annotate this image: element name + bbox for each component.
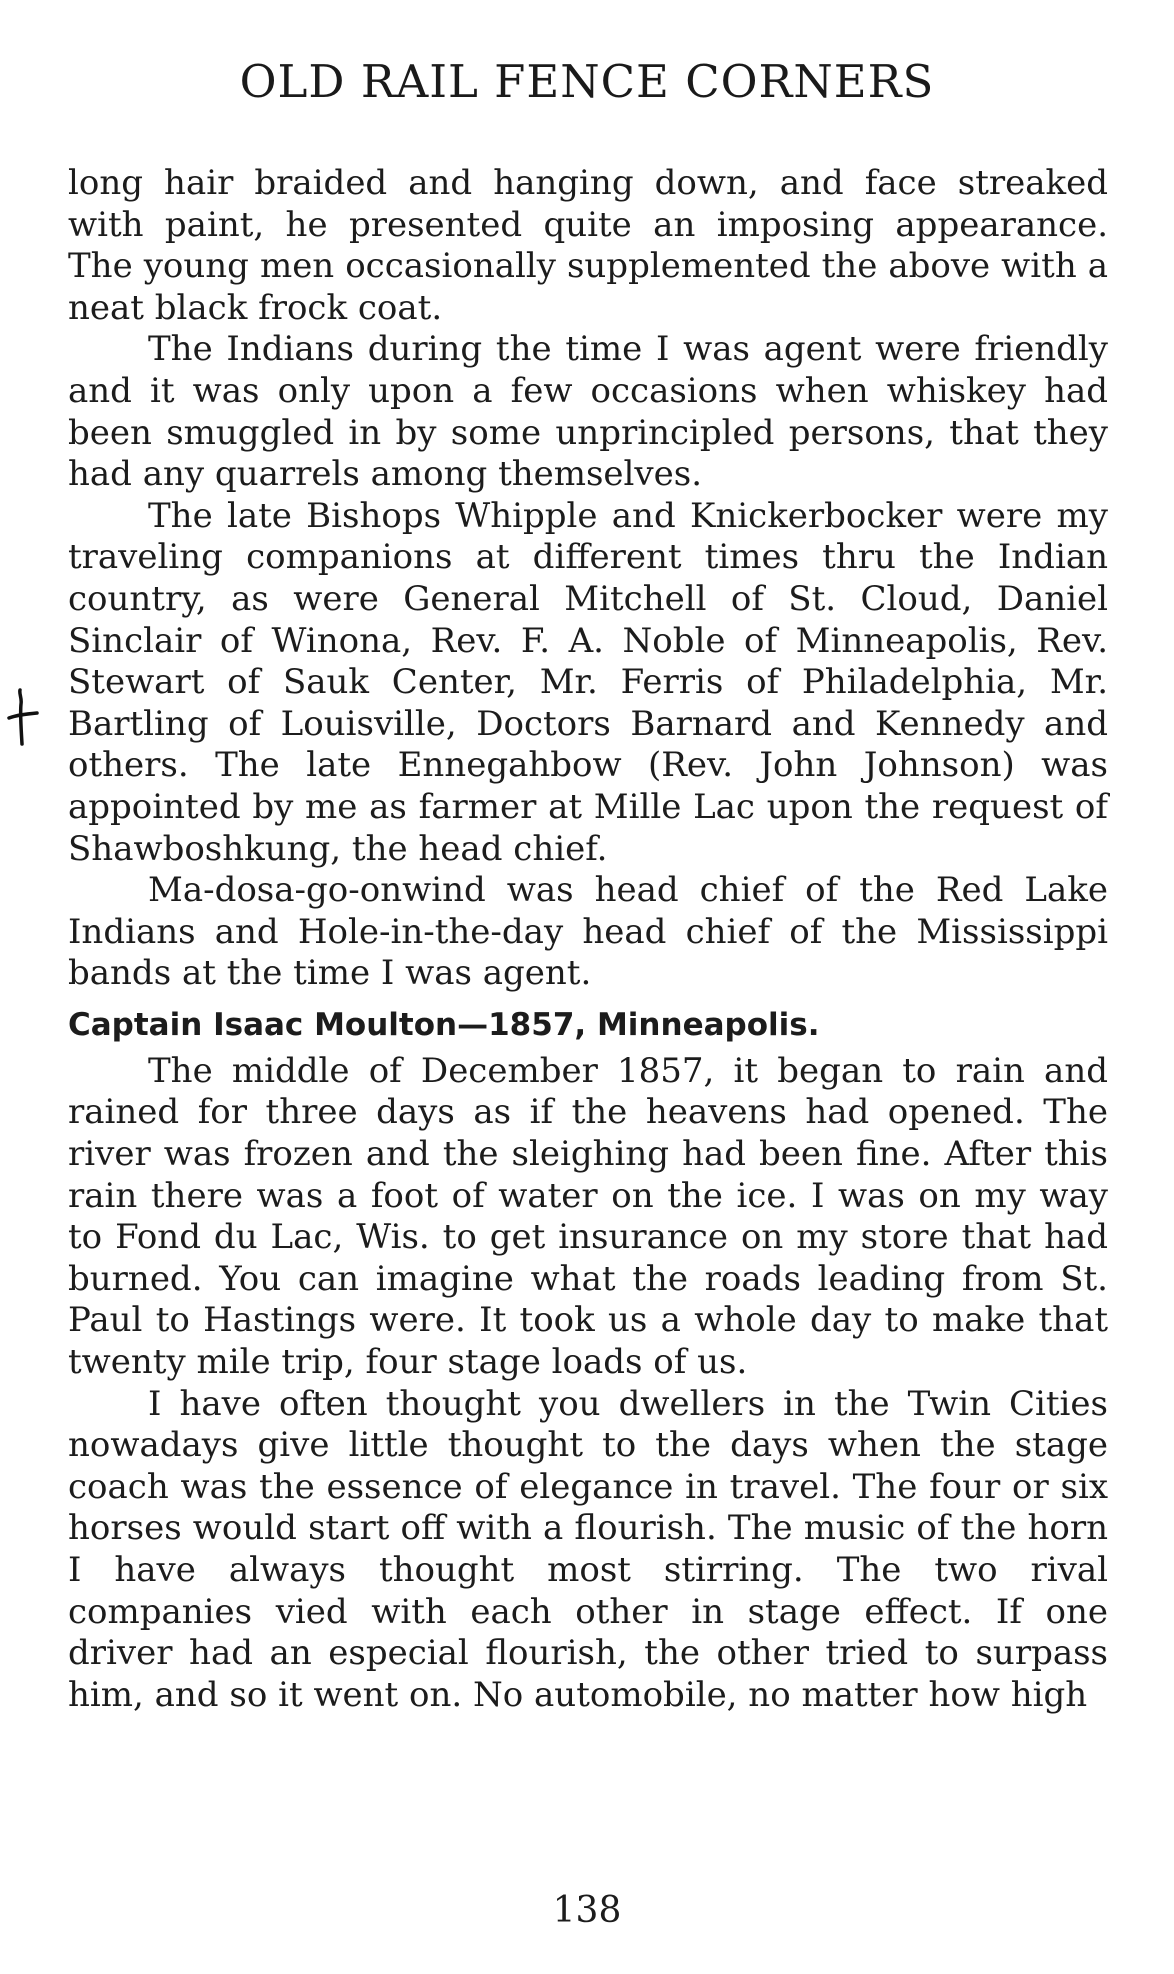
handwritten-cross-mark-icon <box>6 688 40 748</box>
section-heading: Captain Isaac Moulton—1857, Minneapolis. <box>68 1006 820 1043</box>
paragraph: I have often thought you dwellers in the Twin Cities nowadays give little thought to the days when the stage coach was the essence of elegance in travel. The four or six horses would start off with a flourish. The music of the horn I have always thought most stirring. The two rival companies vied with each other in stage effect. If one driver had an especial flourish, the other tried to surpass him, and so it went on. No automobile, no matter how high <box>68 1383 1108 1715</box>
body-text <box>68 163 1108 1716</box>
running-title: OLD RAIL FENCE CORNERS <box>239 55 935 108</box>
paragraph-continued: long hair braided and hanging down, and face streaked with paint, he presented quite an imposing appearance. The young men occasionally supplemented the above with a neat black frock coat. <box>68 163 1108 328</box>
paragraph: The middle of December 1857, it began to rain and rained for three days as if the heavens had opened. The river was frozen and the sleighing had been fine. After this rain there was a foot of water on the ice. I was on my way to Fond du Lac, Wis. to get insurance on my store that had burned. You can imagine what the roads leading from St. Paul to Hastings were. It took us a whole day to make that twenty mile trip, four stage loads of us. <box>68 1050 1108 1383</box>
paragraph: Ma-dosa-go-onwind was head chief of the Red Lake Indians and Hole-in-the-day head chief of the Mississippi bands at the time I was agent. <box>68 870 1108 994</box>
paragraph: The Indians during the time I was agent were friendly and it was only upon a few occasions when whiskey had been smuggled in by some unprincipled persons, that they had any quarrels among themselves. <box>68 329 1108 495</box>
page-number: 138 <box>552 1890 622 1931</box>
paragraph: The late Bishops Whipple and Knickerbocker were my traveling companions at different times thru the Indian country, as were General Mitchell of St. Cloud, Daniel Sinclair of Winona, Rev. F. A. Noble of Minneapolis, Rev. Stewart of Sauk Center, Mr. Ferris of Philadelphia, Mr. Bartling of Louisville, Doctors Barnard and Kennedy and others. The late Ennegahbow (Rev. John Johnson) was appointed by me as farmer at Mille Lac upon the request of Shawboshkung, the head chief. <box>68 495 1108 869</box>
